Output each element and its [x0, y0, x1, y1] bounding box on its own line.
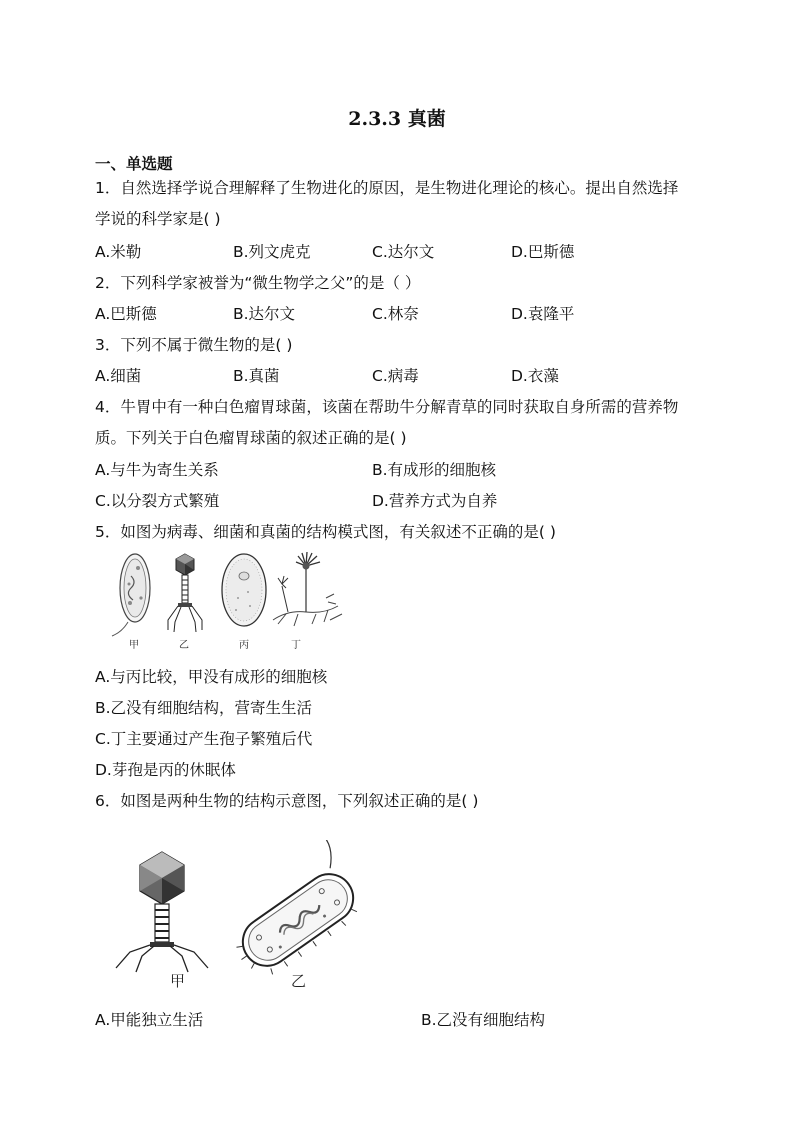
question-5-stem: 5．如图为病毒、细菌和真菌的结构模式图，有关叙述不正确的是( ): [95, 523, 556, 541]
question-6-option-b[interactable]: B.乙没有细胞结构: [421, 1011, 546, 1029]
question-5-option-d[interactable]: D.芽孢是丙的休眠体: [95, 761, 236, 779]
phage-illustration-large: [116, 852, 208, 972]
mold-illustration: [273, 552, 342, 626]
question-2-option-a[interactable]: A.巴斯德: [95, 305, 157, 323]
microbe-structure-figure: [98, 548, 368, 654]
question-1-option-a[interactable]: A.米勒: [95, 243, 142, 261]
question-3-stem: 3．下列不属于微生物的是( ): [95, 336, 293, 354]
question-3-option-d[interactable]: D.衣藻: [511, 367, 559, 385]
question-4-option-c[interactable]: C.以分裂方式繁殖: [95, 492, 220, 510]
question-2-option-b[interactable]: B.达尔文: [233, 305, 296, 323]
question-2-stem: 2．下列科学家被誉为“微生物学之父”的是（ ）: [95, 274, 421, 292]
question-1-stem-line-2: 学说的科学家是( ): [95, 210, 221, 228]
question-1-option-c[interactable]: C.达尔文: [372, 243, 435, 261]
yeast-illustration: [222, 554, 266, 626]
question-6-stem: 6．如图是两种生物的结构示意图，下列叙述正确的是( ): [95, 792, 479, 810]
figure-label-jia: 甲: [170, 972, 186, 990]
question-3-option-a[interactable]: A.细菌: [95, 367, 142, 385]
question-5-option-a[interactable]: A.与丙比较，甲没有成形的细胞核: [95, 668, 328, 686]
document-title: 2.3.3 真菌: [348, 108, 446, 130]
question-5-option-c[interactable]: C.丁主要通过产生孢子繁殖后代: [95, 730, 313, 748]
question-2-option-d[interactable]: D.袁隆平: [511, 305, 575, 323]
question-2-option-c[interactable]: C.林奈: [372, 305, 419, 323]
question-5-option-b[interactable]: B.乙没有细胞结构，营寄生生活: [95, 699, 313, 717]
figure-label-jia: 甲: [129, 640, 139, 651]
question-1-option-b[interactable]: B.列文虎克: [233, 243, 311, 261]
question-1-option-d[interactable]: D.巴斯德: [511, 243, 575, 261]
question-4-option-b[interactable]: B.有成形的细胞核: [372, 461, 497, 479]
question-4-stem-line-2: 质。下列关于白色瘤胃球菌的叙述正确的是( ): [95, 429, 407, 447]
question-3-option-c[interactable]: C.病毒: [372, 367, 419, 385]
question-1-stem-line-1: 1．自然选择学说合理解释了生物进化的原因，是生物进化理论的核心。提出自然选择: [95, 179, 679, 197]
section-heading: 一、单选题: [95, 155, 173, 173]
figure-label-ding: 丁: [291, 640, 301, 651]
figure-label-bing: 丙: [239, 640, 249, 651]
figure-label-yi: 乙: [179, 640, 189, 651]
question-4-option-d[interactable]: D.营养方式为自养: [372, 492, 498, 510]
bacterium-illustration: [112, 554, 150, 636]
question-4-option-a[interactable]: A.与牛为寄生关系: [95, 461, 219, 479]
figure-label-yi: 乙: [291, 972, 307, 990]
question-6-option-a[interactable]: A.甲能独立生活: [95, 1011, 204, 1029]
phage-bacterium-figure: [108, 840, 368, 995]
bacterium-illustration-large: [199, 840, 368, 986]
phage-illustration: [168, 554, 202, 632]
question-3-option-b[interactable]: B.真菌: [233, 367, 280, 385]
question-4-stem-line-1: 4．牛胃中有一种白色瘤胃球菌，该菌在帮助牛分解青草的同时获取自身所需的营养物: [95, 398, 679, 416]
